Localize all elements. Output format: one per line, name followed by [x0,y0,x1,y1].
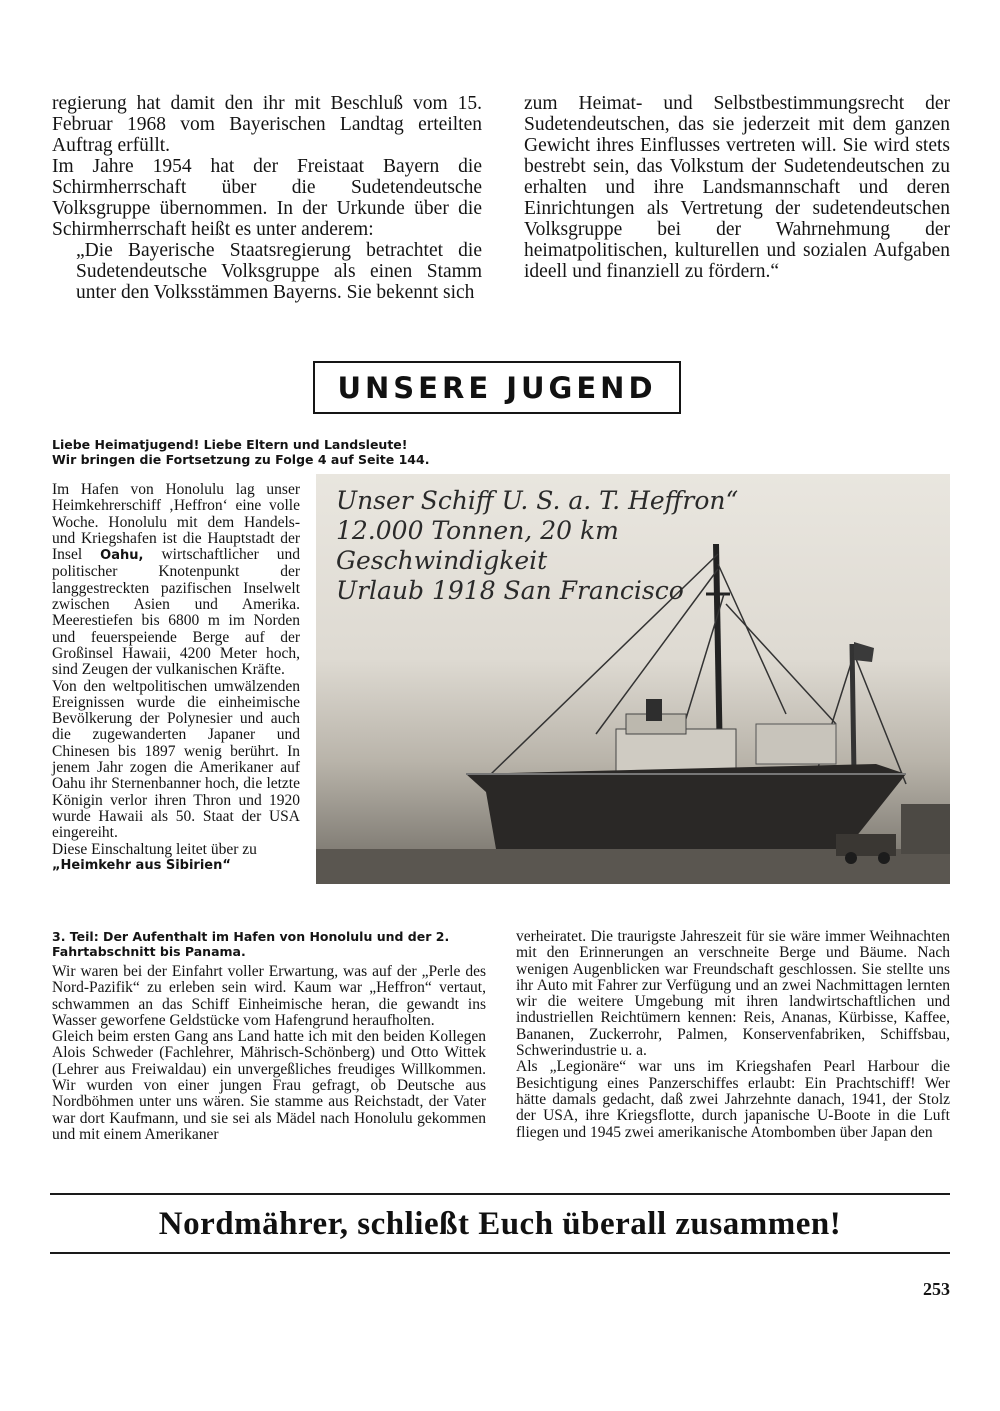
handwriting-line-1: Unser Schiff U. S. a. T. Heffron“ [336,486,739,515]
narrow-paragraph-2: Von den weltpolitischen umwälzenden Ereignissen wurde die einheimische Bevölkerung der Polynesier und auch die zugewanderten Japaner und Chinesen bis 1897 wenig berührt. In jenem Jahr zogen die Amerikaner auf Oahu ihr Sternenbanner hoch, die letzte Königin verlor ihren Thron und 1920 wurde Hawaii als 50. Staat der USA eingereiht. [52,677,300,842]
top-left-column [52,93,482,303]
section-title: UNSERE JUGEND [337,370,657,405]
part-heading: 3. Teil: Der Aufenthalt im Hafen von Honolulu und der 2. Fahrtabschnitt bis Panama. [52,929,450,959]
section-title-box [313,361,681,414]
narrow-paragraph-1 [52,482,300,679]
bottom-left-column [52,929,486,1143]
banner-top-rule [50,1193,950,1195]
narrow-paragraph-1-cont: wirtschaftlicher und politischer Knotenpunkt der langgestreckten pazifischen Inselwelt zwischen Asien und Amerika. Meerestiefen bis 6800 m im Norden und feuerspeiende Berge auf der Großinsel Hawaii, 4200 Meter hoch, sind Zeugen der vulkanischen Kräfte. [52,546,301,679]
bottom-left-paragraph-2: Gleich beim ersten Gang ans Land hatte ich mit den beiden Kollegen Alois Schweder (Fachlehrer, Mährisch-Schönberg) und Otto Wittek (Lehrer aus Freiwaldau) ein unvergeßliches freudiges Willkommen. Wir wurden von einer jungen Frau gefragt, ob Deutsche aus Nordböhmen unter uns wären. Sie stamme aus Reichstadt, der Vater war dort Kaufmann, und sie sei als Mädel nach Honolulu gekommen und mit einem Amerikaner [52,1028,486,1143]
greeting [52,437,492,467]
narrow-paragraph-3-bold: „Heimkehr aus Sibirien“ [52,857,231,873]
banner-bottom-rule [50,1252,950,1254]
funnel [646,699,662,721]
truck [836,834,896,856]
bottom-left-paragraph-1: Wir waren bei der Einfahrt voller Erwartung, was auf der „Perle des Nord-Pazifik“ zu erleben sein wird. Kaum war „Heffron“ vertaut, schwammen an das Schiff Einheimische heran, die gewandt ins Wasser geworfene Geldstücke vom Hafengrund heraufholten. [52,963,486,1029]
narrow-column [52,482,300,874]
narrow-paragraph-1-text: Im Hafen von Honolulu lag unser Heimkehrerschiff ‚Heffron‘ eine volle Woche. Honolulu mit dem Handels- und Kriegshafen ist die Hauptstadt der Insel [52,481,300,564]
greeting-line-2: Wir bringen die Fortsetzung zu Folge 4 auf Seite 144. [52,452,430,467]
bottom-right-paragraph-1: verheiratet. Die traurigste Jahreszeit für sie wäre immer Weihnachten mit den Erinnerungen an verschneite Berge und Bäume. Nach wenigen Augenblicken war Freundschaft geschlossen. Sie stellte uns ihr Auto mit Fahrer zur Verfügung und an zwei Nachmittagen lernten wir die weitere Umgebung mit ihren landwirtschaftlichen und industriellen Reichtümern kennen: Reis, Ananas, Kürbisse, Kaffee, Bananen, Zuckerrohr, Palmen, Konservenfabriken, Schiffsbau, Schwerindustrie u. a. [516,928,950,1060]
bottom-right-column [516,929,950,1141]
aft-mast [852,644,854,774]
top-right-column [524,93,950,282]
handwriting-line-3: Urlaub 1918 San Francisco [336,576,684,605]
top-left-paragraph-2: Im Jahre 1954 hat der Freistaat Bayern die Schirmherrschaft über die Sudetendeutsche Volksgruppe übernommen. In der Urkunde über die Schirmherrschaft heißt es unter anderem: [52,156,482,240]
handwritten-caption [336,486,796,606]
oahu-word: Oahu, [100,548,144,564]
handwriting-line-2: 12.000 Tonnen, 20 km Geschwindigkeit [336,516,619,575]
flag [854,642,874,662]
charter-quote: „Die Bayerische Staatsregierung betrachtet die Sudetendeutsche Volksgruppe als einen Stamm unter den Volksstämmen Bayerns. Sie bekennt sich [76,240,482,303]
ship-photo [316,474,950,884]
banner-slogan: Nordmährer, schließt Euch überall zusammen! [158,1206,842,1242]
page-number: 253 [923,1279,950,1299]
bottom-right-paragraph-2: Als „Legionäre“ war uns im Kriegshafen Pearl Harbour die Besichtigung eines Panzerschiffes erlaubt: Ein Prachtschiff! Wer hätte damals gedacht, daß zwei Jahrzehnte danach, 1941, der Stolz der USA, ihre Kriegsflotte, durch japanische U-Boote in die Luft fliegen und 1945 zwei amerikanische Atombomben über Japan den [516,1058,950,1141]
top-right-paragraph-1: zum Heimat- und Selbstbestimmungsrecht der Sudetendeutschen, das sie jederzeit mit dem ganzen Gewicht ihres Einflusses vertreten will. Sie wird stets bestrebt sein, das Volkstum der Sudetendeutschen zu erhalten und ihre Landsmannschaft und deren Einrichtungen als Vertretung der sudetendeutschen Volksgruppe bei der Wahrnehmung der heimatpolitischen, kulturellen und sozialen Aufgaben ideell und finanziell zu fördern.“ [524,93,950,282]
greeting-line-1: Liebe Heimatjugend! Liebe Eltern und Landsleute! [52,437,408,452]
top-left-paragraph-1: regierung hat damit den ihr mit Beschluß vom 15. Februar 1968 vom Bayerischen Landtag erteilten Auftrag erfüllt. [52,93,482,156]
narrow-paragraph-3: Diese Einschaltung leitet über zu [52,840,257,858]
